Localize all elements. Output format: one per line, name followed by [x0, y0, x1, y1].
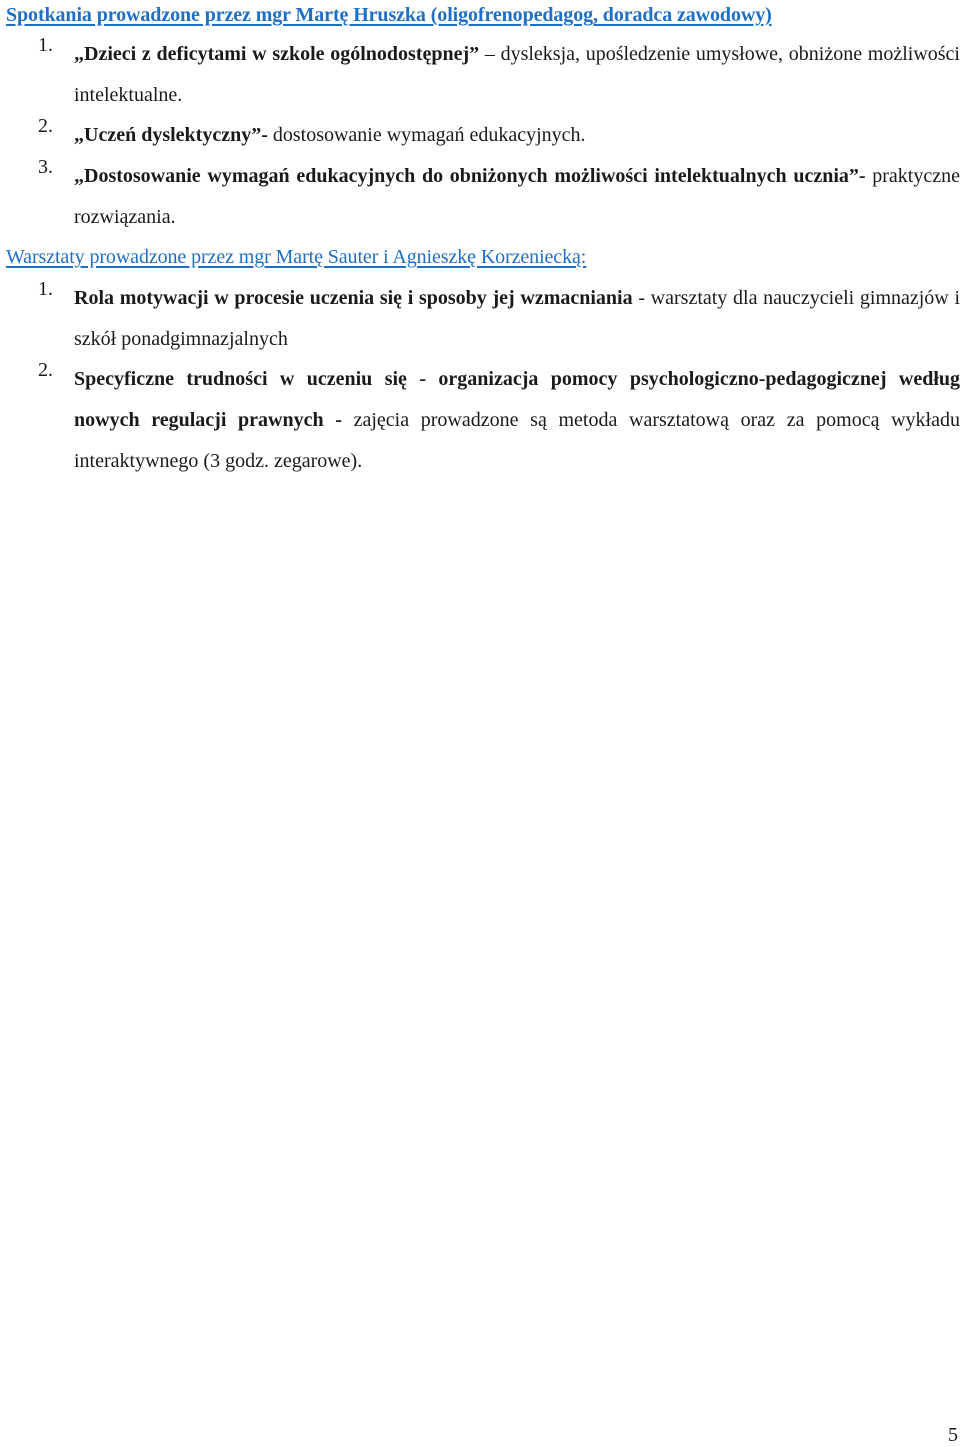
list-item-description: – dysleksja, upośledzenie umysłowe, obniżone możliwości intelektualne.	[74, 43, 960, 106]
list-item-title: Specyficzne trudności w uczeniu się - organizacja pomocy psychologiczno-pedagogicznej według nowych regulacji prawnych -	[74, 368, 960, 431]
list-item-description: zajęcia prowadzone są metoda warsztatową oraz za pomocą wykładu interaktywnego (3 godz. zegarowe).	[74, 409, 960, 472]
section-heading-spotkania: Spotkania prowadzone przez mgr Martę Hruszka (oligofrenopedagog, doradca zawodowy)	[6, 4, 772, 26]
section-heading-warsztaty: Warsztaty prowadzone przez mgr Martę Sauter i Agnieszkę Korzeniecką:	[6, 246, 587, 268]
list-item-text	[74, 115, 960, 156]
list-item-number: 1.	[38, 34, 53, 56]
list-item	[38, 359, 960, 482]
list-item-description: dostosowanie wymagań edukacyjnych.	[267, 124, 586, 146]
list-item-text	[74, 156, 960, 238]
list-item-number: 1.	[38, 278, 53, 300]
list-item-title: Rola motywacji w procesie uczenia się i sposoby jej wzmacniania	[74, 287, 633, 309]
list-item-title: „Uczeń dyslektyczny”-	[74, 124, 268, 146]
list-item-text	[74, 359, 960, 482]
list-item-title: „Dostosowanie wymagań edukacyjnych do obniżonych możliwości intelektualnych ucznia”-	[74, 165, 866, 187]
list-item-description: praktyczne rozwiązania.	[74, 165, 960, 228]
list-item-title: „Dzieci z deficytami w szkole ogólnodostępnej”	[74, 43, 480, 65]
list-item-number: 3.	[38, 156, 53, 178]
list-item-number: 2.	[38, 359, 53, 381]
list-item	[38, 278, 960, 360]
list-item-description: - warsztaty dla nauczycieli gimnazjów i szkół ponadgimnazjalnych	[74, 287, 960, 350]
list-item-text	[74, 278, 960, 360]
list-item	[38, 115, 960, 156]
list-item	[38, 34, 960, 116]
page-number: 5	[948, 1424, 958, 1446]
list-item-number: 2.	[38, 115, 53, 137]
list-item	[38, 156, 960, 238]
list-item-text	[74, 34, 960, 116]
